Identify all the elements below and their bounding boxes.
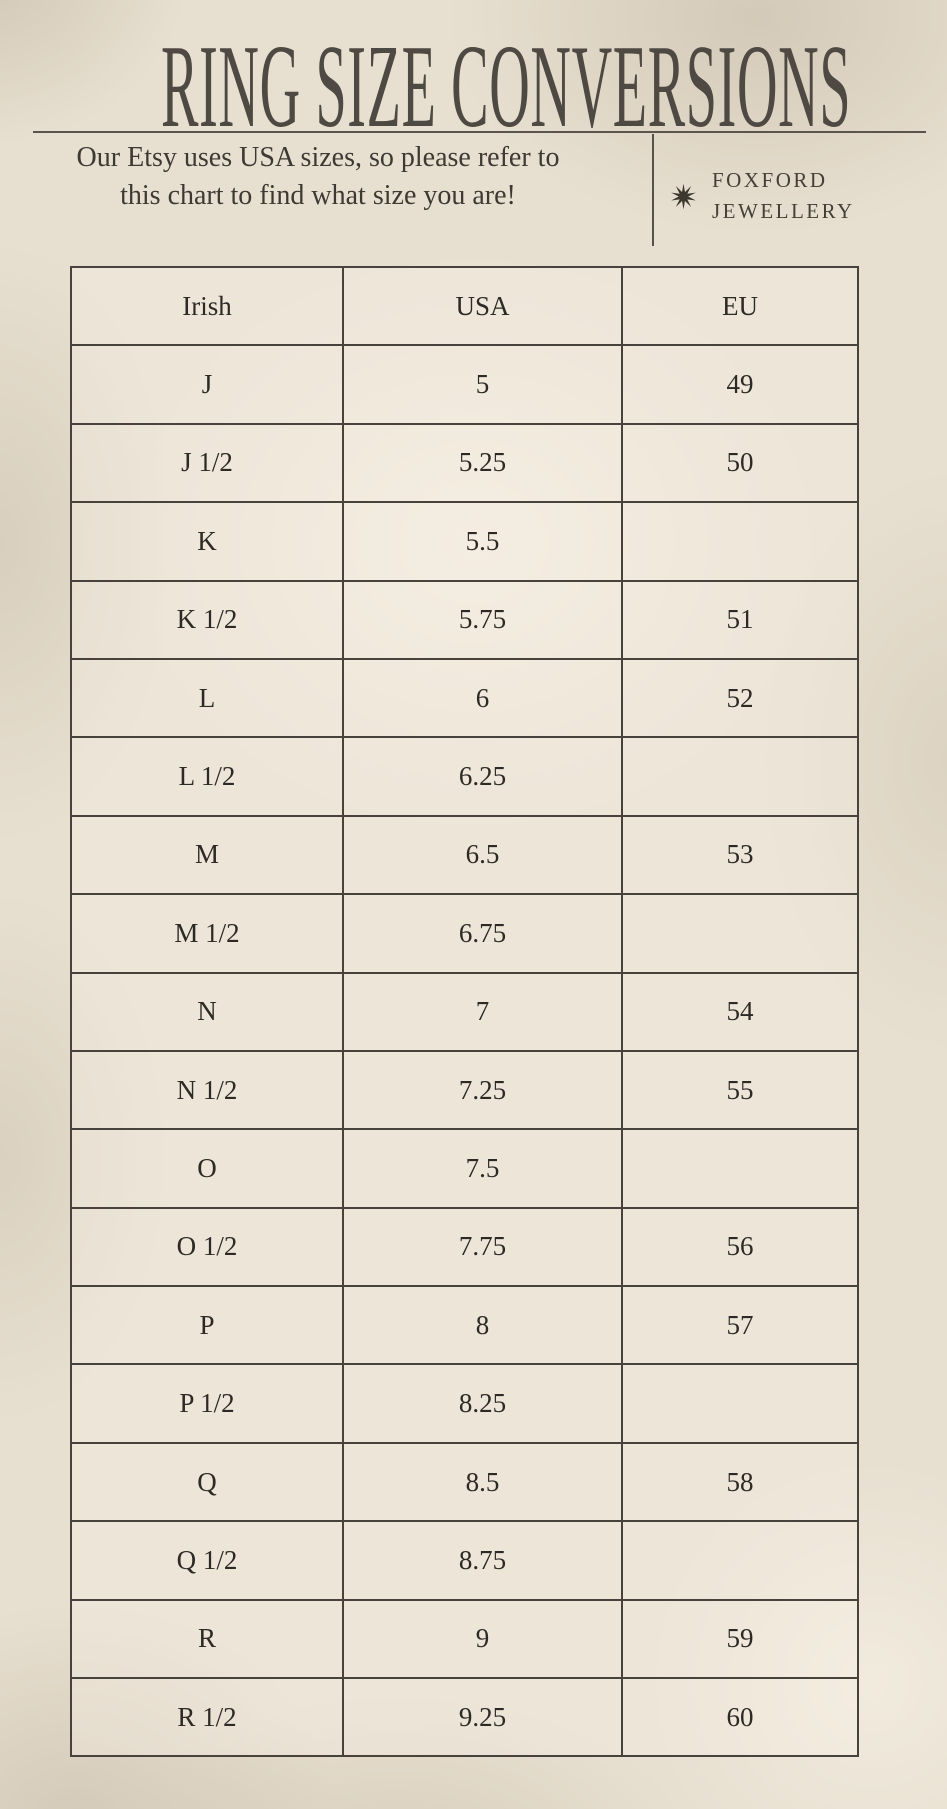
cell-irish: K	[71, 502, 343, 580]
cell-irish: M	[71, 816, 343, 894]
cell-eu	[622, 737, 858, 815]
cell-eu: 53	[622, 816, 858, 894]
cell-eu: 58	[622, 1443, 858, 1521]
cell-irish: K 1/2	[71, 581, 343, 659]
column-header-usa: USA	[343, 267, 622, 345]
cell-irish: P	[71, 1286, 343, 1364]
cell-usa: 5.25	[343, 424, 622, 502]
cell-eu: 49	[622, 345, 858, 423]
table-row	[71, 1286, 858, 1364]
cell-eu: 56	[622, 1208, 858, 1286]
cell-eu: 60	[622, 1678, 858, 1756]
cell-usa: 6.5	[343, 816, 622, 894]
cell-eu	[622, 1364, 858, 1442]
brand-name-line-1: FOXFORD	[712, 168, 828, 192]
brand-block	[658, 150, 918, 242]
table-row	[71, 345, 858, 423]
cell-usa: 6.25	[343, 737, 622, 815]
table-row	[71, 816, 858, 894]
table-row	[71, 1600, 858, 1678]
table-row	[71, 424, 858, 502]
starburst-icon	[670, 183, 697, 210]
table-row	[71, 973, 858, 1051]
table-row	[71, 1678, 858, 1756]
cell-eu: 54	[622, 973, 858, 1051]
cell-eu: 55	[622, 1051, 858, 1129]
table-row	[71, 502, 858, 580]
table-row	[71, 659, 858, 737]
table-row	[71, 737, 858, 815]
table-row	[71, 1129, 858, 1207]
table-row	[71, 581, 858, 659]
table-row	[71, 1443, 858, 1521]
cell-usa: 5	[343, 345, 622, 423]
cell-irish: J	[71, 345, 343, 423]
cell-irish: L 1/2	[71, 737, 343, 815]
cell-eu: 57	[622, 1286, 858, 1364]
cell-eu	[622, 502, 858, 580]
cell-usa: 5.5	[343, 502, 622, 580]
vertical-divider-line	[652, 134, 654, 246]
cell-eu: 51	[622, 581, 858, 659]
cell-eu: 52	[622, 659, 858, 737]
conversion-table	[70, 266, 859, 1757]
cell-usa: 8.25	[343, 1364, 622, 1442]
cell-eu	[622, 1129, 858, 1207]
column-header-eu: EU	[622, 267, 858, 345]
cell-usa: 9.25	[343, 1678, 622, 1756]
brand-name	[712, 165, 855, 227]
cell-eu: 50	[622, 424, 858, 502]
cell-irish: R 1/2	[71, 1678, 343, 1756]
cell-usa: 7.5	[343, 1129, 622, 1207]
cell-usa: 7	[343, 973, 622, 1051]
table-row	[71, 1521, 858, 1599]
subtitle-line-1: Our Etsy uses USA sizes, so please refer to	[76, 142, 560, 173]
cell-irish: N 1/2	[71, 1051, 343, 1129]
cell-eu	[622, 1521, 858, 1599]
cell-usa: 7.75	[343, 1208, 622, 1286]
cell-irish: L	[71, 659, 343, 737]
page-title: RING SIZE CONVERSIONS	[160, 20, 852, 153]
table-header-row	[71, 267, 858, 345]
cell-usa: 6	[343, 659, 622, 737]
column-header-irish: Irish	[71, 267, 343, 345]
subtitle	[18, 139, 618, 215]
cell-eu	[622, 894, 858, 972]
cell-irish: Q	[71, 1443, 343, 1521]
table-row	[71, 1208, 858, 1286]
cell-irish: R	[71, 1600, 343, 1678]
brand-name-line-2: JEWELLERY	[712, 199, 855, 223]
cell-irish: N	[71, 973, 343, 1051]
cell-irish: M 1/2	[71, 894, 343, 972]
cell-usa: 5.75	[343, 581, 622, 659]
cell-usa: 9	[343, 1600, 622, 1678]
cell-usa: 6.75	[343, 894, 622, 972]
cell-usa: 8	[343, 1286, 622, 1364]
cell-eu: 59	[622, 1600, 858, 1678]
table-row	[71, 894, 858, 972]
table-row	[71, 1051, 858, 1129]
cell-usa: 7.25	[343, 1051, 622, 1129]
table-row	[71, 1364, 858, 1442]
cell-irish: O	[71, 1129, 343, 1207]
cell-usa: 8.75	[343, 1521, 622, 1599]
subtitle-line-2: this chart to find what size you are!	[120, 180, 516, 211]
cell-irish: J 1/2	[71, 424, 343, 502]
cell-usa: 8.5	[343, 1443, 622, 1521]
cell-irish: P 1/2	[71, 1364, 343, 1442]
header-divider-line	[33, 131, 926, 133]
cell-irish: Q 1/2	[71, 1521, 343, 1599]
cell-irish: O 1/2	[71, 1208, 343, 1286]
